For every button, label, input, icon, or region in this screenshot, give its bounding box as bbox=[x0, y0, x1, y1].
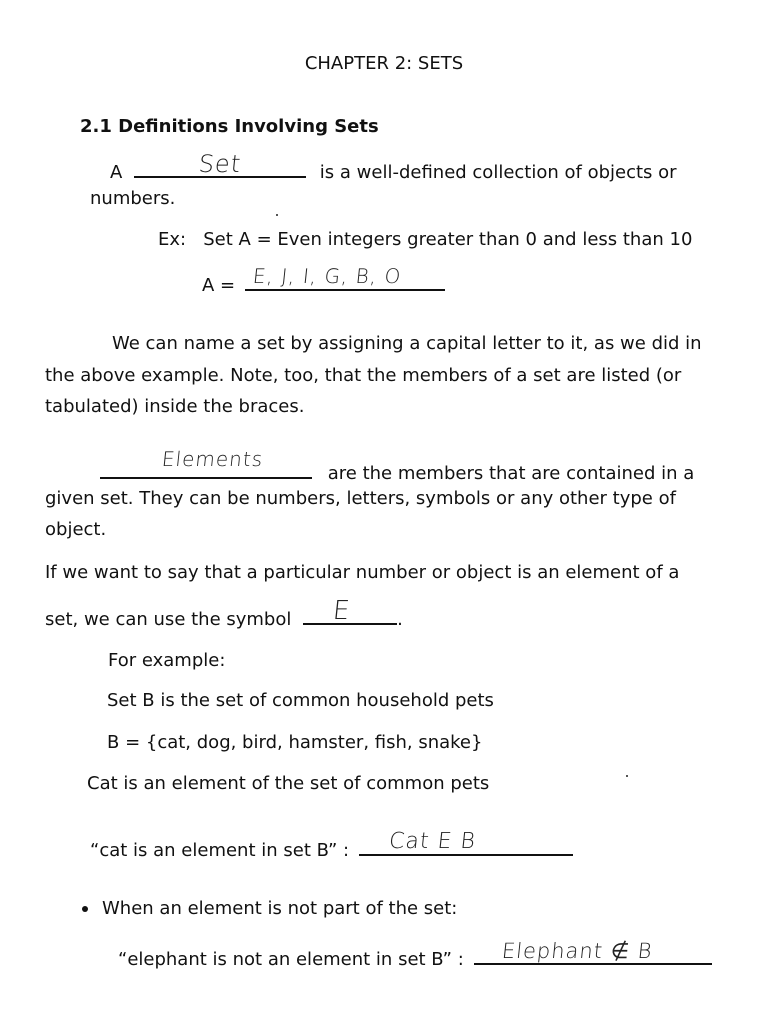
stray-mark bbox=[626, 775, 628, 777]
section-heading: 2.1 Definitions Involving Sets bbox=[80, 116, 379, 137]
set-b-description: Set B is the set of common household pets bbox=[107, 690, 494, 711]
handwritten-set: Set bbox=[197, 150, 243, 178]
handwritten-element-symbol: E bbox=[331, 596, 353, 626]
elephant-statement-blank bbox=[474, 939, 712, 965]
example-answer-prefix: A = bbox=[202, 275, 236, 296]
handwritten-cat-in-b: Cat E B bbox=[387, 829, 477, 854]
not-element-bullet-text: When an element is not part of the set: bbox=[102, 898, 458, 919]
elements-line-3: object. bbox=[45, 519, 107, 540]
elements-blank bbox=[100, 447, 312, 479]
set-definition-line bbox=[110, 150, 677, 185]
handwritten-elephant-not-in-b: Elephant ∉ B bbox=[500, 939, 654, 963]
elephant-statement-line bbox=[118, 939, 712, 972]
set-definition-blank bbox=[134, 150, 306, 178]
elements-definition-suffix: are the members that are contained in a bbox=[327, 463, 695, 484]
example-answer-blank bbox=[245, 264, 445, 291]
cat-statement-blank bbox=[359, 829, 573, 856]
symbol-intro-prefix: set, we can use the symbol bbox=[45, 609, 292, 630]
naming-paragraph-line-3: tabulated) inside the braces. bbox=[45, 396, 305, 417]
elements-definition-line bbox=[100, 447, 695, 486]
example-line: Ex: Set A = Even integers greater than 0 and less than 10 bbox=[158, 229, 693, 250]
example-answer-line bbox=[202, 264, 445, 298]
elements-line-2: given set. They can be numbers, letters, symbols or any other type of bbox=[45, 488, 676, 509]
bullet-icon bbox=[82, 906, 88, 912]
elephant-statement: “elephant is not an element in set B” : bbox=[118, 949, 464, 970]
symbol-intro-suffix: . bbox=[397, 609, 403, 630]
stray-mark bbox=[276, 214, 278, 216]
symbol-blank bbox=[303, 596, 397, 626]
set-definition-continuation: numbers. bbox=[90, 188, 176, 209]
naming-paragraph-line-2: the above example. Note, too, that the members of a set are listed (or bbox=[45, 365, 682, 386]
symbol-intro-line-2 bbox=[45, 596, 403, 632]
set-b-listing: B = {cat, dog, bird, hamster, fish, snake} bbox=[107, 732, 483, 753]
set-definition-suffix: is a well-defined collection of objects or bbox=[319, 162, 677, 183]
cat-element-line: Cat is an element of the set of common pets bbox=[87, 773, 490, 794]
chapter-title: CHAPTER 2: SETS bbox=[304, 53, 464, 74]
set-definition-prefix: A bbox=[110, 162, 123, 183]
naming-paragraph-line-1: We can name a set by assigning a capital letter to it, as we did in bbox=[112, 333, 702, 354]
symbol-intro-line-1: If we want to say that a particular number or object is an element of a bbox=[45, 562, 680, 583]
handwritten-elements: Elements bbox=[160, 447, 265, 471]
cat-statement-line bbox=[90, 829, 573, 863]
not-element-bullet-line bbox=[82, 897, 457, 921]
handwritten-set-members: E, J, I, G, B, O bbox=[251, 264, 403, 288]
for-example-label: For example: bbox=[108, 650, 226, 671]
cat-statement: “cat is an element in set B” : bbox=[90, 840, 350, 861]
